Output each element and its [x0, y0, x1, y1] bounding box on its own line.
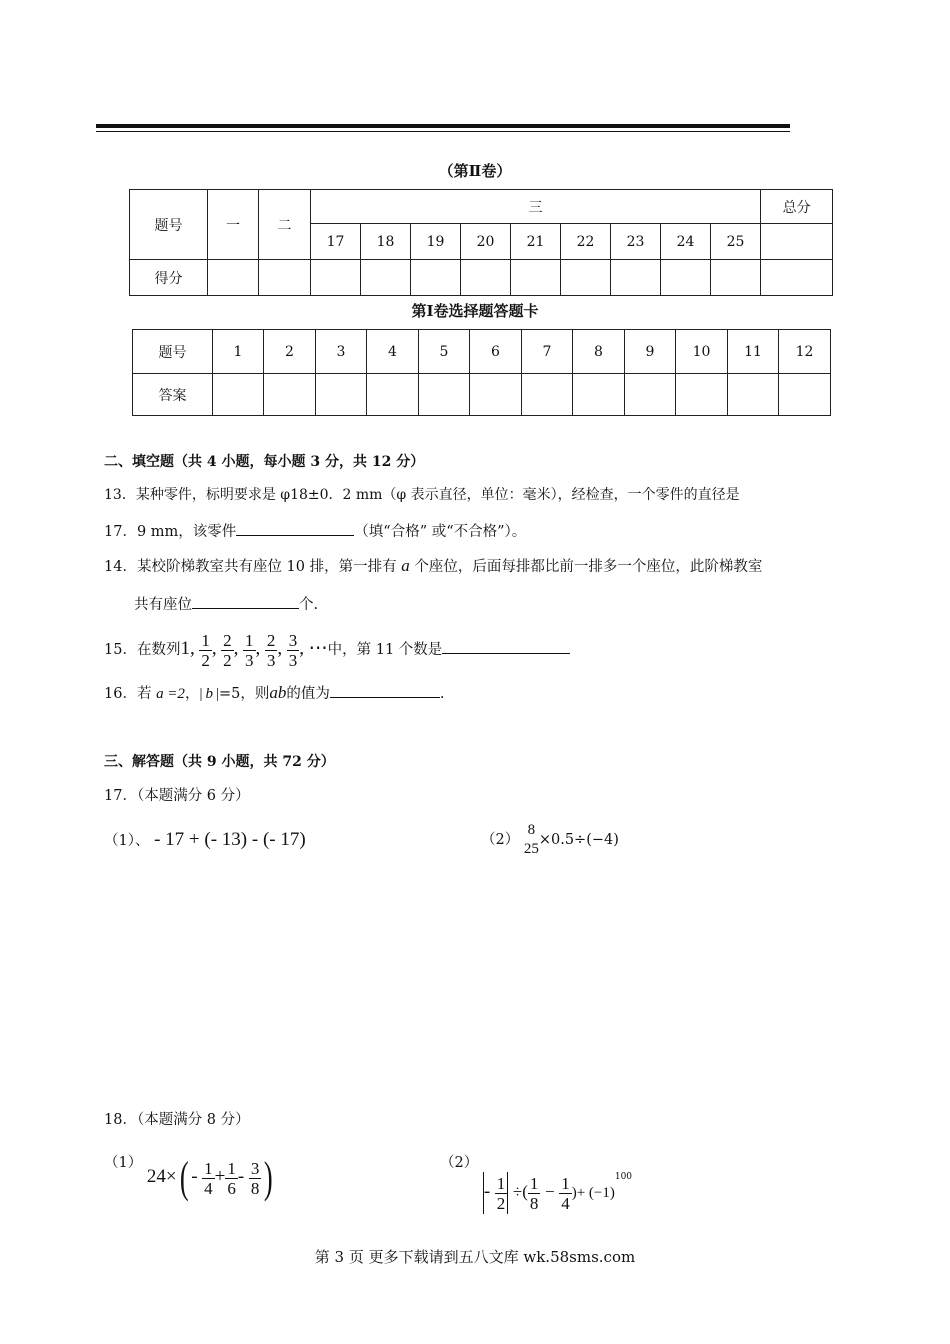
part3-heading: 三、解答题（共 9 小题，共 72 分） [104, 754, 335, 770]
score-label-tihao: 题号 [130, 190, 208, 260]
score-col-total: 总分 [761, 190, 833, 224]
abs-bar-right [507, 1172, 508, 1214]
q15-prefix: 15．在数列 [104, 642, 181, 658]
score-col-san: 三 [311, 190, 761, 224]
q15-answer-blank[interactable] [442, 638, 570, 654]
q18-2-f2-den: 4 [561, 1193, 570, 1213]
q16-end: . [439, 686, 445, 702]
answer-num: 7 [522, 330, 573, 374]
score-cell [511, 260, 561, 296]
answer-cell [625, 374, 676, 416]
answer-num: 2 [264, 330, 316, 374]
q13-line2-end: （填“合格” 或“不合格”）。 [354, 524, 527, 540]
q14-line1 [104, 556, 762, 577]
q18-2-minus: − [545, 1182, 555, 1201]
q15-frac-num: 3 [288, 630, 298, 650]
score-cell [411, 260, 461, 296]
q15-frac [287, 631, 300, 670]
q13-answer-blank[interactable] [236, 520, 354, 536]
section-title: （第Ⅱ卷） [438, 162, 512, 180]
answer-cell [316, 374, 367, 416]
score-sub-num: 17 [311, 224, 361, 260]
q17-2-den: 25 [523, 841, 539, 857]
q13-line2 [104, 520, 526, 542]
q18-1-frac-den: 4 [204, 1178, 213, 1198]
q18-1-op: - [237, 1166, 245, 1187]
answer-card-title: 第Ⅰ卷选择题答题卡 [411, 302, 539, 320]
q18-2-div: ÷( [512, 1182, 528, 1201]
q16-abs-bar: | [199, 686, 203, 702]
answer-num: 12 [779, 330, 831, 374]
score-sub-num: 18 [361, 224, 411, 260]
q13-line2-start: 17．9 mm，该零件 [104, 524, 237, 540]
q18-1-frac [225, 1159, 238, 1198]
q17-2-num: 8 [527, 822, 536, 838]
answer-cell [419, 374, 470, 416]
q16-ab: ab [269, 683, 287, 702]
answer-cell [367, 374, 419, 416]
q18-2-abs-frac [495, 1174, 508, 1213]
q15-line: 15．在数列1, $\frac{1}{2}$ , $\frac{2}{2}$ , $\frac{1}{3}$ , $\frac{2}{3}$ , $\frac{3}{3}$ , ⋯中，第 11 个数是 [104, 627, 570, 671]
answer-num: 9 [625, 330, 676, 374]
answer-num: 8 [573, 330, 625, 374]
score-sub-num: 20 [461, 224, 511, 260]
header-rule-thick [96, 124, 790, 128]
answer-cell [728, 374, 779, 416]
score-cell [561, 260, 611, 296]
q18-2-f2-num: 1 [561, 1173, 570, 1193]
q15-frac [243, 631, 256, 670]
q15-frac-num: 2 [223, 630, 232, 650]
q15-frac-den: 2 [223, 650, 232, 670]
q18-2-f1-num: 1 [529, 1173, 539, 1193]
q15-frac [265, 631, 278, 670]
q14-line2-end: 个. [299, 597, 319, 613]
q17-part2 [481, 818, 619, 862]
q18-title: 18．（本题满分 8 分） [104, 1112, 250, 1128]
score-sub-num: 22 [561, 224, 611, 260]
q18-2-frac2 [559, 1174, 572, 1213]
q15-frac-den: 3 [266, 650, 276, 670]
q14-line1-end: 个座位，后面每排都比前一排多一个座位，此阶梯教室 [414, 559, 763, 575]
q18-2-abs-num: 1 [496, 1173, 506, 1193]
answer-num: 3 [316, 330, 367, 374]
answer-table [132, 329, 831, 416]
answer-num: 11 [728, 330, 779, 374]
q17-1-label: （1）、 [104, 833, 150, 849]
q15-one: 1, [180, 638, 195, 659]
q18-1-frac [202, 1159, 215, 1198]
q14-answer-blank[interactable] [192, 593, 299, 609]
q17-2-label: （2） [481, 832, 520, 848]
q14-line2-start: 共有座位 [134, 597, 192, 613]
score-cell [311, 260, 361, 296]
q16-answer-blank[interactable] [330, 682, 440, 698]
score-table [129, 189, 833, 296]
answer-cell [573, 374, 625, 416]
q15-frac [221, 631, 234, 670]
answer-cell [522, 374, 573, 416]
answer-cell [264, 374, 316, 416]
score-label-defen: 得分 [130, 260, 208, 296]
score-cell [361, 260, 411, 296]
part2-heading: 二、填空题（共 4 小题，每小题 3 分，共 12 分） [104, 454, 425, 470]
q18-1-label: （1） [104, 1155, 143, 1171]
q18-1-frac-den: 6 [227, 1178, 236, 1198]
q15-frac-den: 3 [245, 650, 254, 670]
q18-1-frac-num: 1 [204, 1158, 213, 1178]
q18-1-frac-den: 8 [250, 1178, 260, 1198]
q18-1-coef: 24× [146, 1166, 177, 1187]
answer-cell [676, 374, 728, 416]
q17-2-rest: ×0.5÷(−4) [538, 832, 619, 848]
answer-num: 4 [367, 330, 419, 374]
answer-cell [213, 374, 264, 416]
score-sub-num: 21 [511, 224, 561, 260]
left-paren: ( [179, 1153, 189, 1202]
score-sub-num: 24 [661, 224, 711, 260]
answer-num: 6 [470, 330, 522, 374]
q14-line2 [134, 593, 318, 615]
q18-part2 [440, 1152, 633, 1213]
q18-2-close: )+ (−1) [571, 1185, 615, 1201]
score-col-er: 二 [259, 190, 311, 260]
answer-num: 1 [213, 330, 264, 374]
answer-num: 5 [419, 330, 470, 374]
q18-1-op: - [191, 1166, 198, 1187]
q16-line: 16．若 a =2，| b |=5，则ab的值为 . [104, 683, 445, 702]
score-sub-num: 25 [711, 224, 761, 260]
q17-2-fraction [524, 821, 539, 859]
q15-frac-den: 2 [201, 650, 210, 670]
q14-var-a: a [401, 556, 410, 575]
q15-frac [199, 631, 212, 670]
score-cell [611, 260, 661, 296]
q17-part1 [104, 829, 306, 852]
q16-cond-a: a =2 [156, 686, 185, 702]
q18-1-frac-num: 3 [250, 1158, 260, 1178]
q18-2-abs-sign: - [483, 1181, 491, 1202]
answer-cell [779, 374, 831, 416]
q15-suffix: 中，第 11 个数是 [327, 642, 443, 658]
q13-line1: 13．某种零件，标明要求是 φ18±0．2 mm（φ 表示直径，单位：毫米），经检查，一个零件的直径是 [104, 487, 740, 503]
score-sub-num: 23 [611, 224, 661, 260]
q15-frac-num: 2 [266, 630, 276, 650]
q18-part1 [104, 1152, 276, 1202]
q15-frac-den: 3 [288, 650, 298, 670]
right-paren: ) [264, 1153, 274, 1202]
q18-2-label: （2） [440, 1155, 479, 1171]
q18-1-op: + [214, 1166, 226, 1187]
answer-label: 答案 [133, 374, 213, 416]
q18-2-exp: 100 [614, 1172, 633, 1182]
q15-ellipsis: ⋯ [308, 638, 328, 659]
score-cell [711, 260, 761, 296]
q16-prefix: 16．若 [104, 686, 152, 702]
q18-1-frac [249, 1159, 262, 1198]
q15-frac-num: 1 [201, 630, 210, 650]
score-cell [461, 260, 511, 296]
answer-num: 10 [676, 330, 728, 374]
q14-line1-start: 14．某校阶梯教室共有座位 10 排，第一排有 [104, 559, 397, 575]
score-cell [208, 260, 259, 296]
q16-suffix: 的值为 [286, 686, 330, 702]
q17-1-expression: - 17 + (- 13) - (- 17) [154, 829, 306, 850]
score-sub-num: 19 [411, 224, 461, 260]
q18-2-abs-den: 2 [496, 1193, 506, 1213]
q18-1-frac-num: 1 [227, 1158, 236, 1178]
q16-cond-b: =5，则 [218, 686, 270, 702]
q18-2-f1-den: 8 [529, 1193, 539, 1213]
answer-label-tihao: 题号 [133, 330, 213, 374]
score-cell [761, 260, 833, 296]
q15-frac-num: 1 [245, 630, 254, 650]
score-cell [661, 260, 711, 296]
score-total-empty [761, 224, 833, 260]
q17-title: 17．（本题满分 6 分） [104, 788, 250, 804]
q18-2-frac1 [528, 1174, 541, 1213]
page-footer: 第 3 页 更多下载请到五八文库 wk.58sms.com [314, 1248, 636, 1266]
score-cell [259, 260, 311, 296]
score-col-yi: 一 [208, 190, 259, 260]
q16-abs-b: b [205, 686, 213, 702]
q16-mid: ， [184, 686, 200, 702]
header-rule-thin [96, 131, 790, 132]
answer-cell [470, 374, 522, 416]
